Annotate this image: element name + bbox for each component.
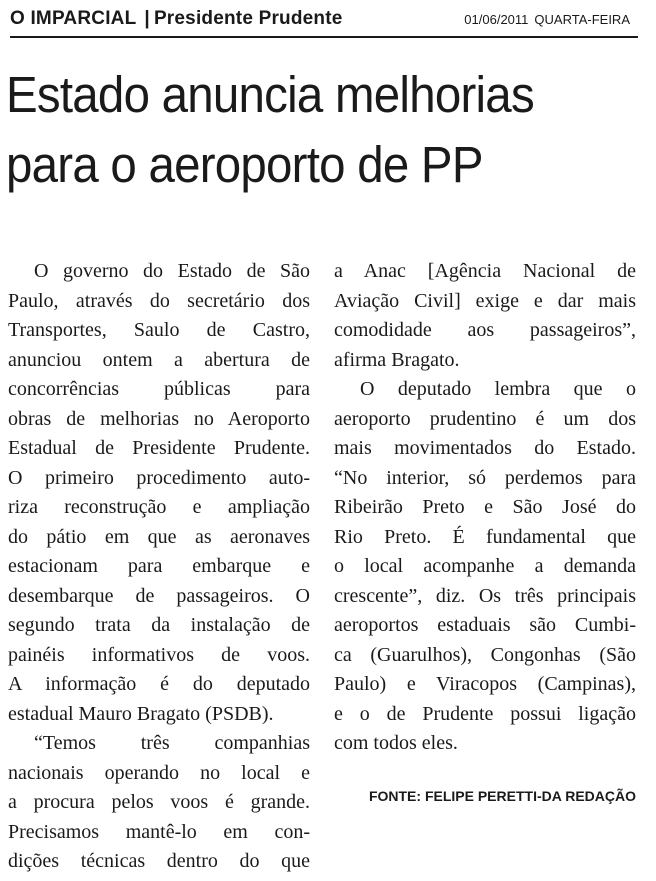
body-line: A informação é do deputado <box>8 673 310 695</box>
body-line: obras de melhorias no Aeroporto <box>8 407 310 430</box>
body-line: estadual Mauro Bragato (PSDB). <box>8 702 274 725</box>
body-line: painéis informativos de voos. <box>8 643 310 666</box>
headline-line-1: Estado anuncia melhorias <box>6 66 534 123</box>
body-line: estacionam para embarque e <box>8 555 310 577</box>
body-line: O governo do Estado de São <box>34 260 310 282</box>
body-line: mais movimentados do Estado. <box>334 437 636 459</box>
headline-line-2: para o aeroporto de PP <box>6 136 483 193</box>
body-line: Transportes, Saulo de Castro, <box>8 319 310 341</box>
section-name: Presidente Prudente <box>153 8 343 29</box>
body-line: o local acompanhe a demanda <box>334 555 636 577</box>
body-line: segundo trata da instalação de <box>8 614 310 636</box>
body-line: desembarque de passageiros. O <box>8 584 310 607</box>
body-line: crescente”, diz. Os três principais <box>334 584 636 607</box>
body-line: Ribeirão Preto e São José do <box>334 496 636 518</box>
body-line: nacionais operando no local e <box>8 761 310 784</box>
body-line: “Temos três companhias <box>34 732 310 754</box>
body-line: anunciou ontem a abertura de <box>8 348 310 371</box>
body-line: O primeiro procedimento auto- <box>8 466 310 489</box>
body-line: com todos eles. <box>334 732 458 754</box>
body-line: ca (Guarulhos), Congonhas (São <box>334 643 636 666</box>
header-separator: | <box>144 8 150 29</box>
body-line: aeroportos estaduais são Cumbi- <box>334 614 636 636</box>
body-line: aeroporto prudentino é um dos <box>334 407 636 430</box>
body-line: “No interior, só perdemos para <box>334 466 636 489</box>
body-line: Rio Preto. É fundamental que <box>334 525 636 548</box>
body-line: a procura pelos voos é grande. <box>8 791 310 813</box>
newspaper-name: O IMPARCIAL <box>10 8 137 29</box>
body-line: Estadual de Presidente Prudente. <box>8 437 310 459</box>
publication-weekday: QUARTA-FEIRA <box>534 12 630 27</box>
body-line: O deputado lembra que o <box>360 378 636 400</box>
body-line: Paulo, através do secretário dos <box>8 289 310 312</box>
body-line: Precisamos mantê-lo em con- <box>8 820 310 843</box>
body-line: comodidade aos passageiros”, <box>334 319 636 341</box>
body-line: afirma Bragato. <box>334 348 460 371</box>
body-line: a Anac [Agência Nacional de <box>334 260 636 282</box>
body-line: riza reconstrução e ampliação <box>8 496 310 518</box>
headline <box>6 60 601 200</box>
article-column-left <box>8 257 310 877</box>
body-line: e o de Prudente possui ligação <box>334 702 636 725</box>
article-column-right <box>334 257 636 759</box>
body-line: Paulo) e Viracopos (Campinas), <box>334 673 636 695</box>
body-line: dições técnicas dentro do que <box>8 850 310 872</box>
publication-date: 01/06/2011 <box>464 12 529 27</box>
dateline <box>464 12 630 27</box>
masthead <box>10 8 343 30</box>
body-line: do pátio em que as aeronaves <box>8 525 310 548</box>
body-line: concorrências públicas para <box>8 378 310 400</box>
body-line: Aviação Civil] exige e dar mais <box>334 289 636 312</box>
page-header <box>10 6 638 38</box>
source-credit: FONTE: FELIPE PERETTI-DA REDAÇÃO <box>368 788 636 804</box>
